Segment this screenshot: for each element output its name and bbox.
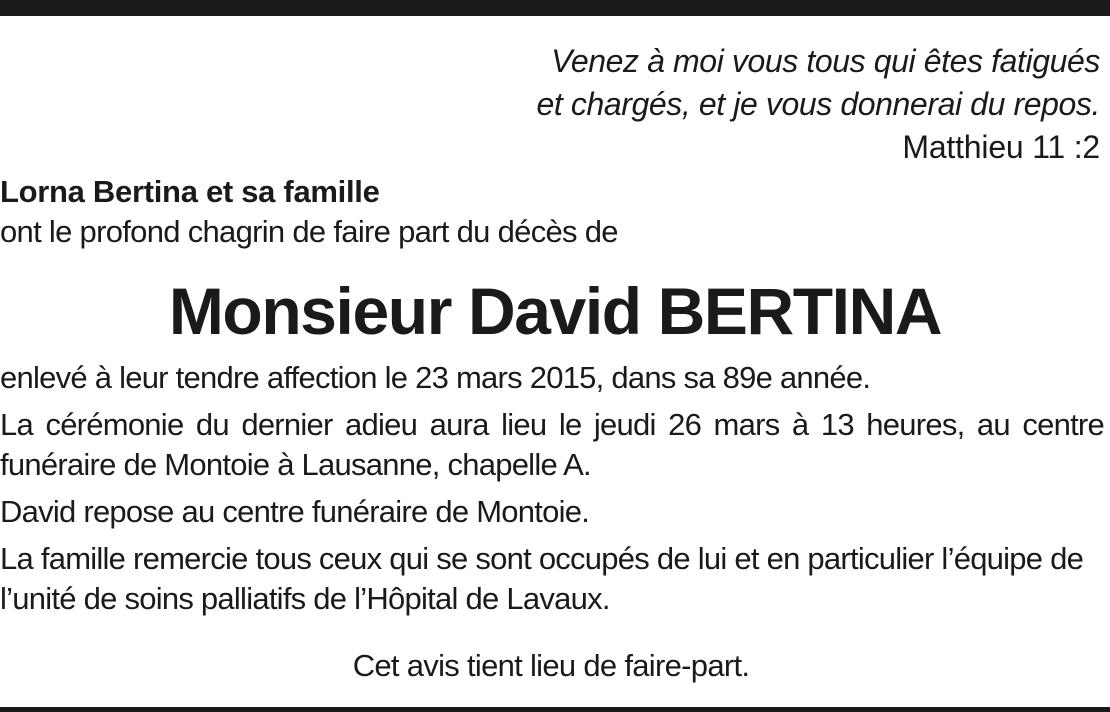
family-names: Lorna Bertina et sa famille	[0, 174, 380, 209]
verse-reference: Matthieu 11 :2	[902, 129, 1100, 165]
resting-place-paragraph: David repose au centre funéraire de Montoie.	[0, 494, 590, 529]
passing-date-paragraph: enlevé à leur tendre affection le 23 mars 2015, dans sa 89e année.	[0, 360, 871, 395]
verse-line-2: et chargés, et je vous donnerai du repos.	[536, 86, 1100, 122]
ceremony-paragraph: La cérémonie du dernier adieu aura lieu le jeudi 26 mars à 13 heures, au centre funéraire de Montoie à Lausanne, chapelle A.	[0, 407, 1104, 482]
top-border-rule	[0, 0, 1110, 16]
announcement-intro: ont le profond chagrin de faire part du décès de	[0, 214, 618, 249]
bottom-border-rule	[0, 707, 1110, 712]
verse-line-1: Venez à moi vous tous qui êtes fatigués	[551, 43, 1100, 79]
thanks-paragraph: La famille remercie tous ceux qui se sont occupés de lui et en particulier l’équipe de l’unité de soins palliatifs de l’Hôpital de Lavaux.	[0, 541, 1084, 616]
announcement-body	[0, 358, 1104, 626]
family-announcement	[0, 172, 618, 252]
deceased-name: Monsieur David BERTINA	[168, 274, 942, 348]
closing-note: Cet avis tient lieu de faire-part.	[352, 648, 750, 683]
bible-verse	[200, 40, 1100, 169]
